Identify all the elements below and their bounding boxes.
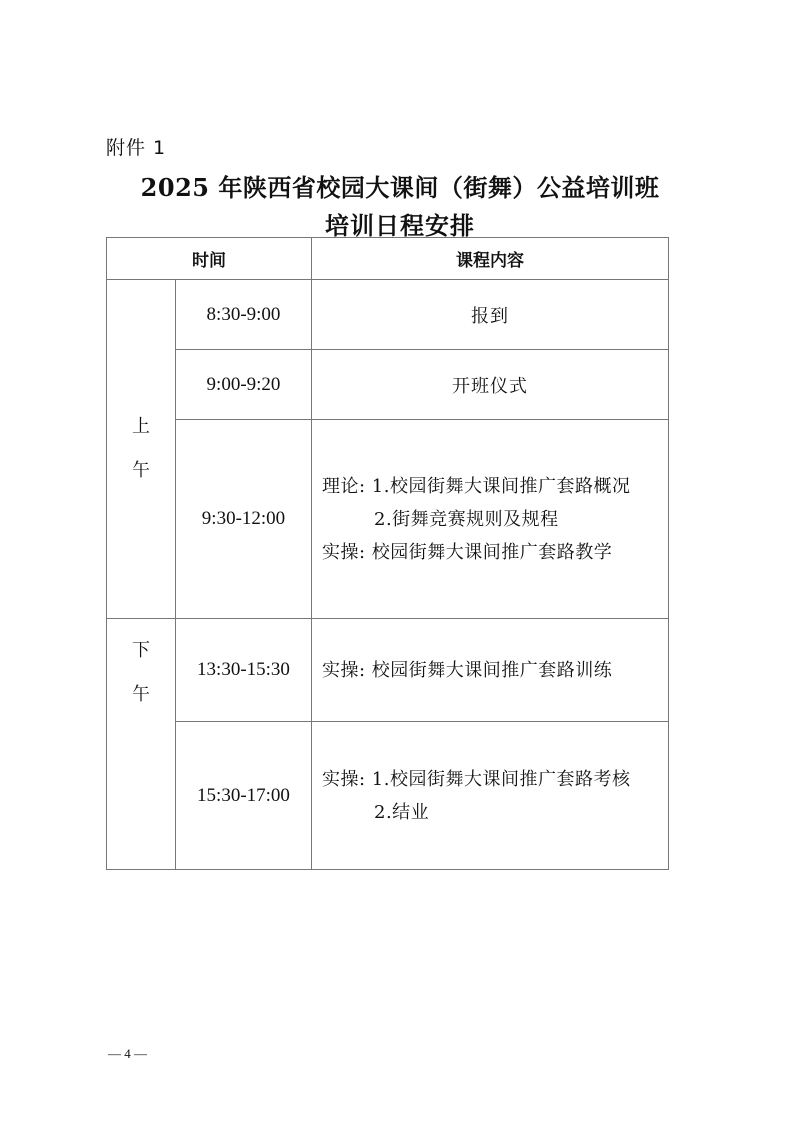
- time-cell: 9:30-12:00: [176, 420, 312, 619]
- table-row: [107, 420, 669, 619]
- time-cell: 8:30-9:00: [176, 280, 312, 350]
- period-char: 下: [132, 640, 150, 661]
- content-line: 2.结业: [374, 801, 430, 823]
- content-cell: [312, 420, 669, 619]
- period-afternoon: [107, 619, 176, 870]
- content-cell: [312, 619, 669, 722]
- content-line: 实操: 1.校园街舞大课间推广套路考核: [322, 768, 631, 790]
- period-morning: [107, 280, 176, 619]
- content-cell: 报到: [312, 280, 669, 350]
- schedule-table: [106, 237, 669, 870]
- table-row: [107, 280, 669, 350]
- table-row: [107, 619, 669, 722]
- header-time: 时间: [107, 238, 312, 280]
- document-subtitle: 培训日程安排: [325, 211, 475, 240]
- table-header-row: [107, 238, 669, 280]
- time-cell: 13:30-15:30: [176, 619, 312, 722]
- attachment-label: 附件 1: [106, 137, 167, 159]
- table-row: [107, 350, 669, 420]
- content-cell: 开班仪式: [312, 350, 669, 420]
- time-cell: 15:30-17:00: [176, 722, 312, 870]
- document-title: 2025 年陕西省校园大课间（街舞）公益培训班: [140, 173, 660, 202]
- period-char: 午: [132, 460, 150, 481]
- page-number: — 4 —: [108, 1046, 147, 1061]
- content-cell: [312, 722, 669, 870]
- period-char: 午: [132, 684, 150, 705]
- content-line: 实操: 校园街舞大课间推广套路训练: [322, 659, 613, 681]
- time-cell: 9:00-9:20: [176, 350, 312, 420]
- table-row: [107, 722, 669, 870]
- content-line: 理论: 1.校园街舞大课间推广套路概况: [322, 475, 631, 497]
- content-line: 2.街舞竞赛规则及规程: [374, 508, 559, 530]
- content-line: 实操: 校园街舞大课间推广套路教学: [322, 541, 613, 563]
- header-content: 课程内容: [312, 238, 669, 280]
- period-char: 上: [132, 416, 150, 437]
